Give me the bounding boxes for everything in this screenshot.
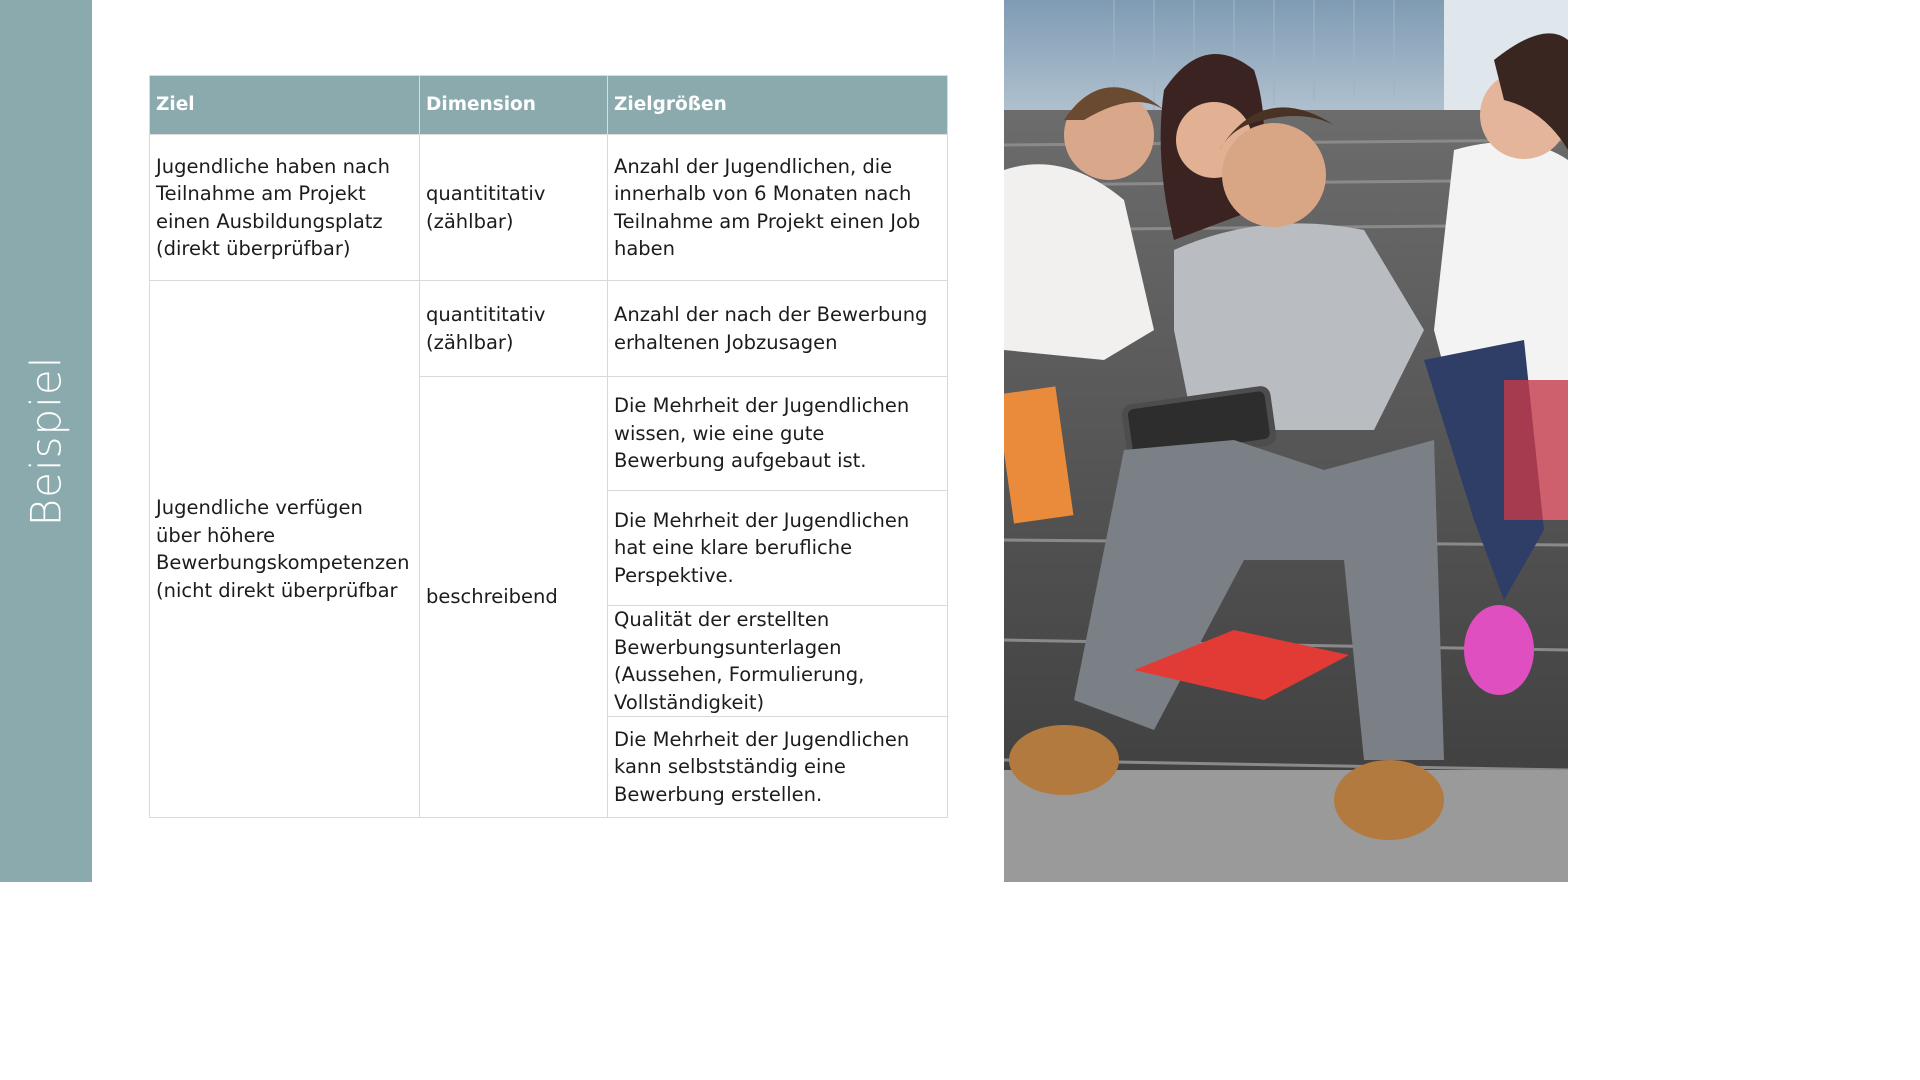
dimension-cell: quantititativ (zählbar) bbox=[420, 281, 608, 377]
goals-table bbox=[149, 75, 948, 818]
students-with-tablet-photo-icon bbox=[1004, 0, 1568, 882]
header-metrics: Zielgrößen bbox=[608, 76, 948, 135]
header-goal: Ziel bbox=[150, 76, 420, 135]
metric-cell: Anzahl der Jugendlichen, die innerhalb von 6 Monaten nach Teilnahme am Projekt einen Job haben bbox=[608, 135, 948, 281]
metric-cell: Die Mehrheit der Jugendlichen hat eine klare berufliche Perspektive. bbox=[608, 491, 948, 606]
dimension-cell: beschreibend bbox=[420, 377, 608, 818]
table-row bbox=[150, 135, 948, 281]
side-title: Beispiel bbox=[21, 355, 71, 527]
metric-cell: Qualität der erstellten Bewerbungsunterlagen (Aussehen, Formulierung, Vollständigkeit) bbox=[608, 606, 948, 717]
goal-cell: Jugendliche verfügen über höhere Bewerbungskompetenzen (nicht direkt überprüfbar bbox=[150, 281, 420, 818]
students-photo bbox=[1004, 0, 1568, 882]
metric-cell: Anzahl der nach der Bewerbung erhaltenen Jobzusagen bbox=[608, 281, 948, 377]
metric-cell: Die Mehrheit der Jugendlichen wissen, wie eine gute Bewerbung aufgebaut ist. bbox=[608, 377, 948, 491]
header-dimension: Dimension bbox=[420, 76, 608, 135]
table-header-row bbox=[150, 76, 948, 135]
dimension-cell: quantititativ (zählbar) bbox=[420, 135, 608, 281]
metric-cell: Die Mehrheit der Jugendlichen kann selbstständig eine Bewerbung erstellen. bbox=[608, 717, 948, 818]
table-row bbox=[150, 281, 948, 377]
goal-cell: Jugendliche haben nach Teilnahme am Projekt einen Ausbildungsplatz (direkt überprüfbar) bbox=[150, 135, 420, 281]
side-band bbox=[0, 0, 92, 882]
